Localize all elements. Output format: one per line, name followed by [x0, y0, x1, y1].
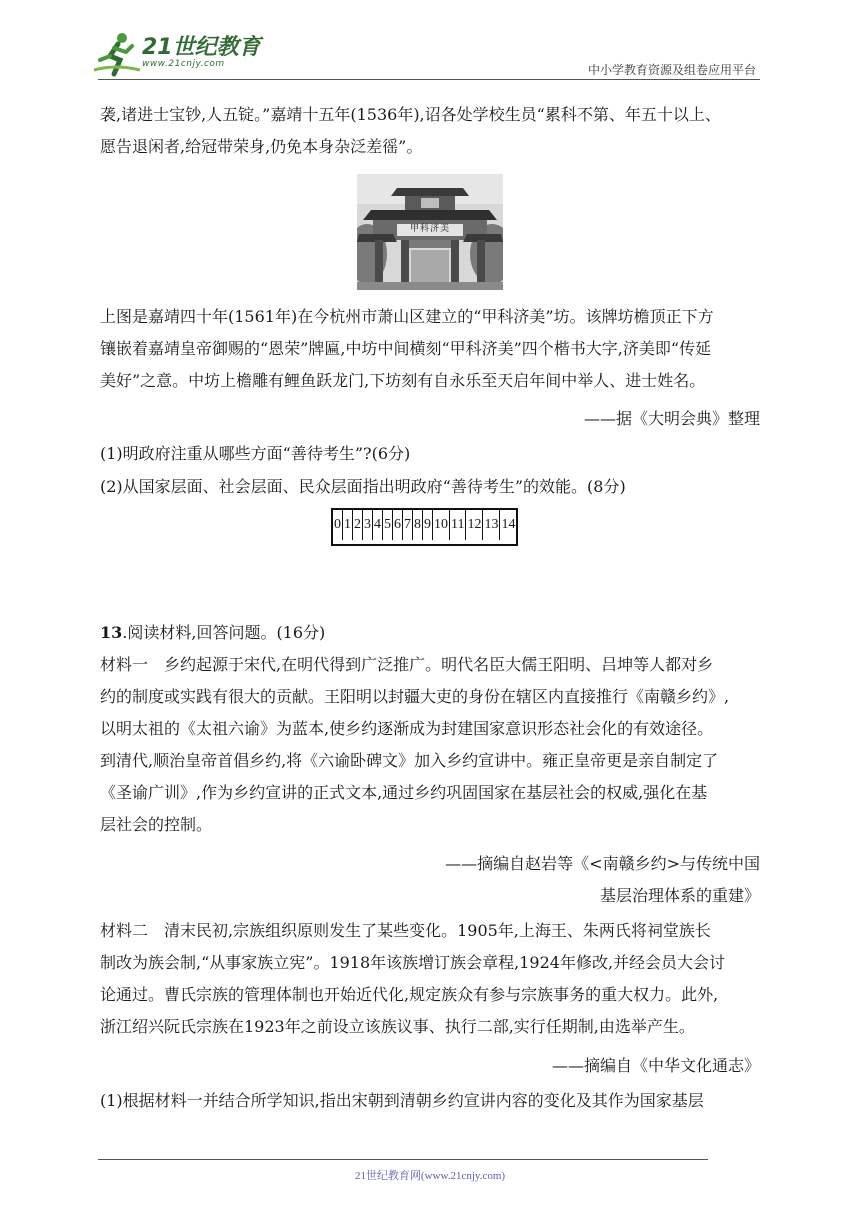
question-title: .阅读材料,回答问题。(16分) [122, 623, 326, 642]
score-box[interactable]: 10 [433, 510, 450, 540]
text-line: 美好”之意。中坊上檐雕有鲤鱼跃龙门,下坊刻有自永乐至天启年间中举人、进士姓名。 [100, 371, 706, 390]
platform-name: 中小学教育资源及组卷应用平台 [587, 63, 756, 77]
text-line: 愿告退闲者,给冠带荣身,仍免本身杂泛差徭”。 [100, 137, 423, 156]
text-line: 袭,诸进士宝钞,人五锭。”嘉靖十五年(1536年),诏各处学校生员“累科不第、年五十以上、 [100, 105, 721, 124]
page-header [0, 0, 860, 84]
question-13-1: (1)根据材料一并结合所学知识,指出宋朝到清朝乡约宣讲内容的变化及其作为国家基层 [100, 1091, 704, 1110]
score-box[interactable]: 3 [363, 510, 373, 540]
question-12-1: (1)明政府注重从哪些方面“善待考生”?(6分) [100, 444, 411, 463]
score-box[interactable]: 5 [383, 510, 393, 540]
score-box[interactable]: 0 [333, 510, 343, 540]
text-line: 上图是嘉靖四十年(1561年)在今杭州市萧山区建立的“甲科济美”坊。该牌坊檐顶正下方 [100, 307, 714, 326]
score-box[interactable]: 12 [466, 510, 483, 540]
header-divider [98, 79, 760, 80]
score-box[interactable]: 6 [393, 510, 403, 540]
material-1-line: 约的制度或实践有很大的贡献。王阳明以封疆大吏的身份在辖区内直接推行《南赣乡约》, [100, 687, 730, 706]
score-box[interactable]: 11 [450, 510, 466, 540]
question-13-heading [100, 617, 325, 649]
logo-text: 21世纪教育 [142, 35, 261, 60]
score-box[interactable]: 4 [373, 510, 383, 540]
material-2-line: 论通过。曹氏宗族的管理体制也开始近代化,规定族众有参与宗族事务的重大权力。此外, [100, 985, 719, 1004]
archway-plaque-text: 甲科济美 [409, 224, 450, 234]
material-1-line: 《圣谕广训》,作为乡约宣讲的正式文本,通过乡约巩固国家在基层社会的权威,强化在基 [100, 783, 708, 802]
score-box[interactable]: 2 [353, 510, 363, 540]
text-line: 镶嵌着嘉靖皇帝御赐的“恩荣”牌匾,中坊中间横刻“甲科济美”四个楷书大字,济美即“传延 [100, 339, 712, 358]
material-2-line: 制改为族会制,“从事家族立宪”。1918年该族增订族会章程,1924年修改,并经会员大会讨 [100, 953, 726, 972]
runner-logo-icon [92, 30, 142, 78]
score-box[interactable]: 8 [413, 510, 423, 540]
material-2-source: ——摘编自《中华文化通志》 [551, 1056, 760, 1075]
score-box[interactable]: 1 [343, 510, 353, 540]
score-box[interactable]: 9 [423, 510, 433, 540]
material-1-line: 层社会的控制。 [100, 815, 213, 834]
material-1-source: ——摘编自赵岩等《<南赣乡约>与传统中国 [445, 854, 760, 873]
material-1-source: 基层治理体系的重建》 [599, 886, 760, 905]
score-box[interactable]: 13 [483, 510, 500, 540]
footer-link[interactable]: 21世纪教育网(www.21cnjy.com) [354, 1170, 506, 1182]
score-box[interactable]: 7 [403, 510, 413, 540]
question-12-2: (2)从国家层面、社会层面、民众层面指出明政府“善待考生”的效能。(8分) [100, 477, 626, 496]
material-1-line: 材料一 乡约起源于宋代,在明代得到广泛推广。明代名臣大儒王阳明、吕坤等人都对乡 [100, 655, 714, 674]
site-logo[interactable] [92, 30, 262, 80]
logo-url: www.21cnjy.com [142, 59, 225, 69]
material-1-line: 以明太祖的《太祖六谕》为蓝本,使乡约逐渐成为封建国家意识形态社会化的有效途径。 [100, 719, 714, 738]
question-number: 13 [100, 623, 123, 642]
source-citation: ——据《大明会典》整理 [583, 409, 760, 428]
archway-photo [357, 174, 503, 290]
material-1-line: 到清代,顺治皇帝首倡乡约,将《六谕卧碑文》加入乡约宣讲中。雍正皇帝更是亲自制定了 [100, 751, 719, 770]
score-box[interactable]: 14 [501, 517, 516, 532]
material-2-line: 浙江绍兴阮氏宗族在1923年之前设立该族议事、执行二部,实行任期制,由选举产生。 [100, 1017, 695, 1036]
material-2-line: 材料二 清末民初,宗族组织原则发生了某些变化。1905年,上海王、朱两氏将祠堂族长 [100, 921, 711, 940]
score-boxes [331, 508, 518, 546]
footer-divider [98, 1159, 708, 1160]
